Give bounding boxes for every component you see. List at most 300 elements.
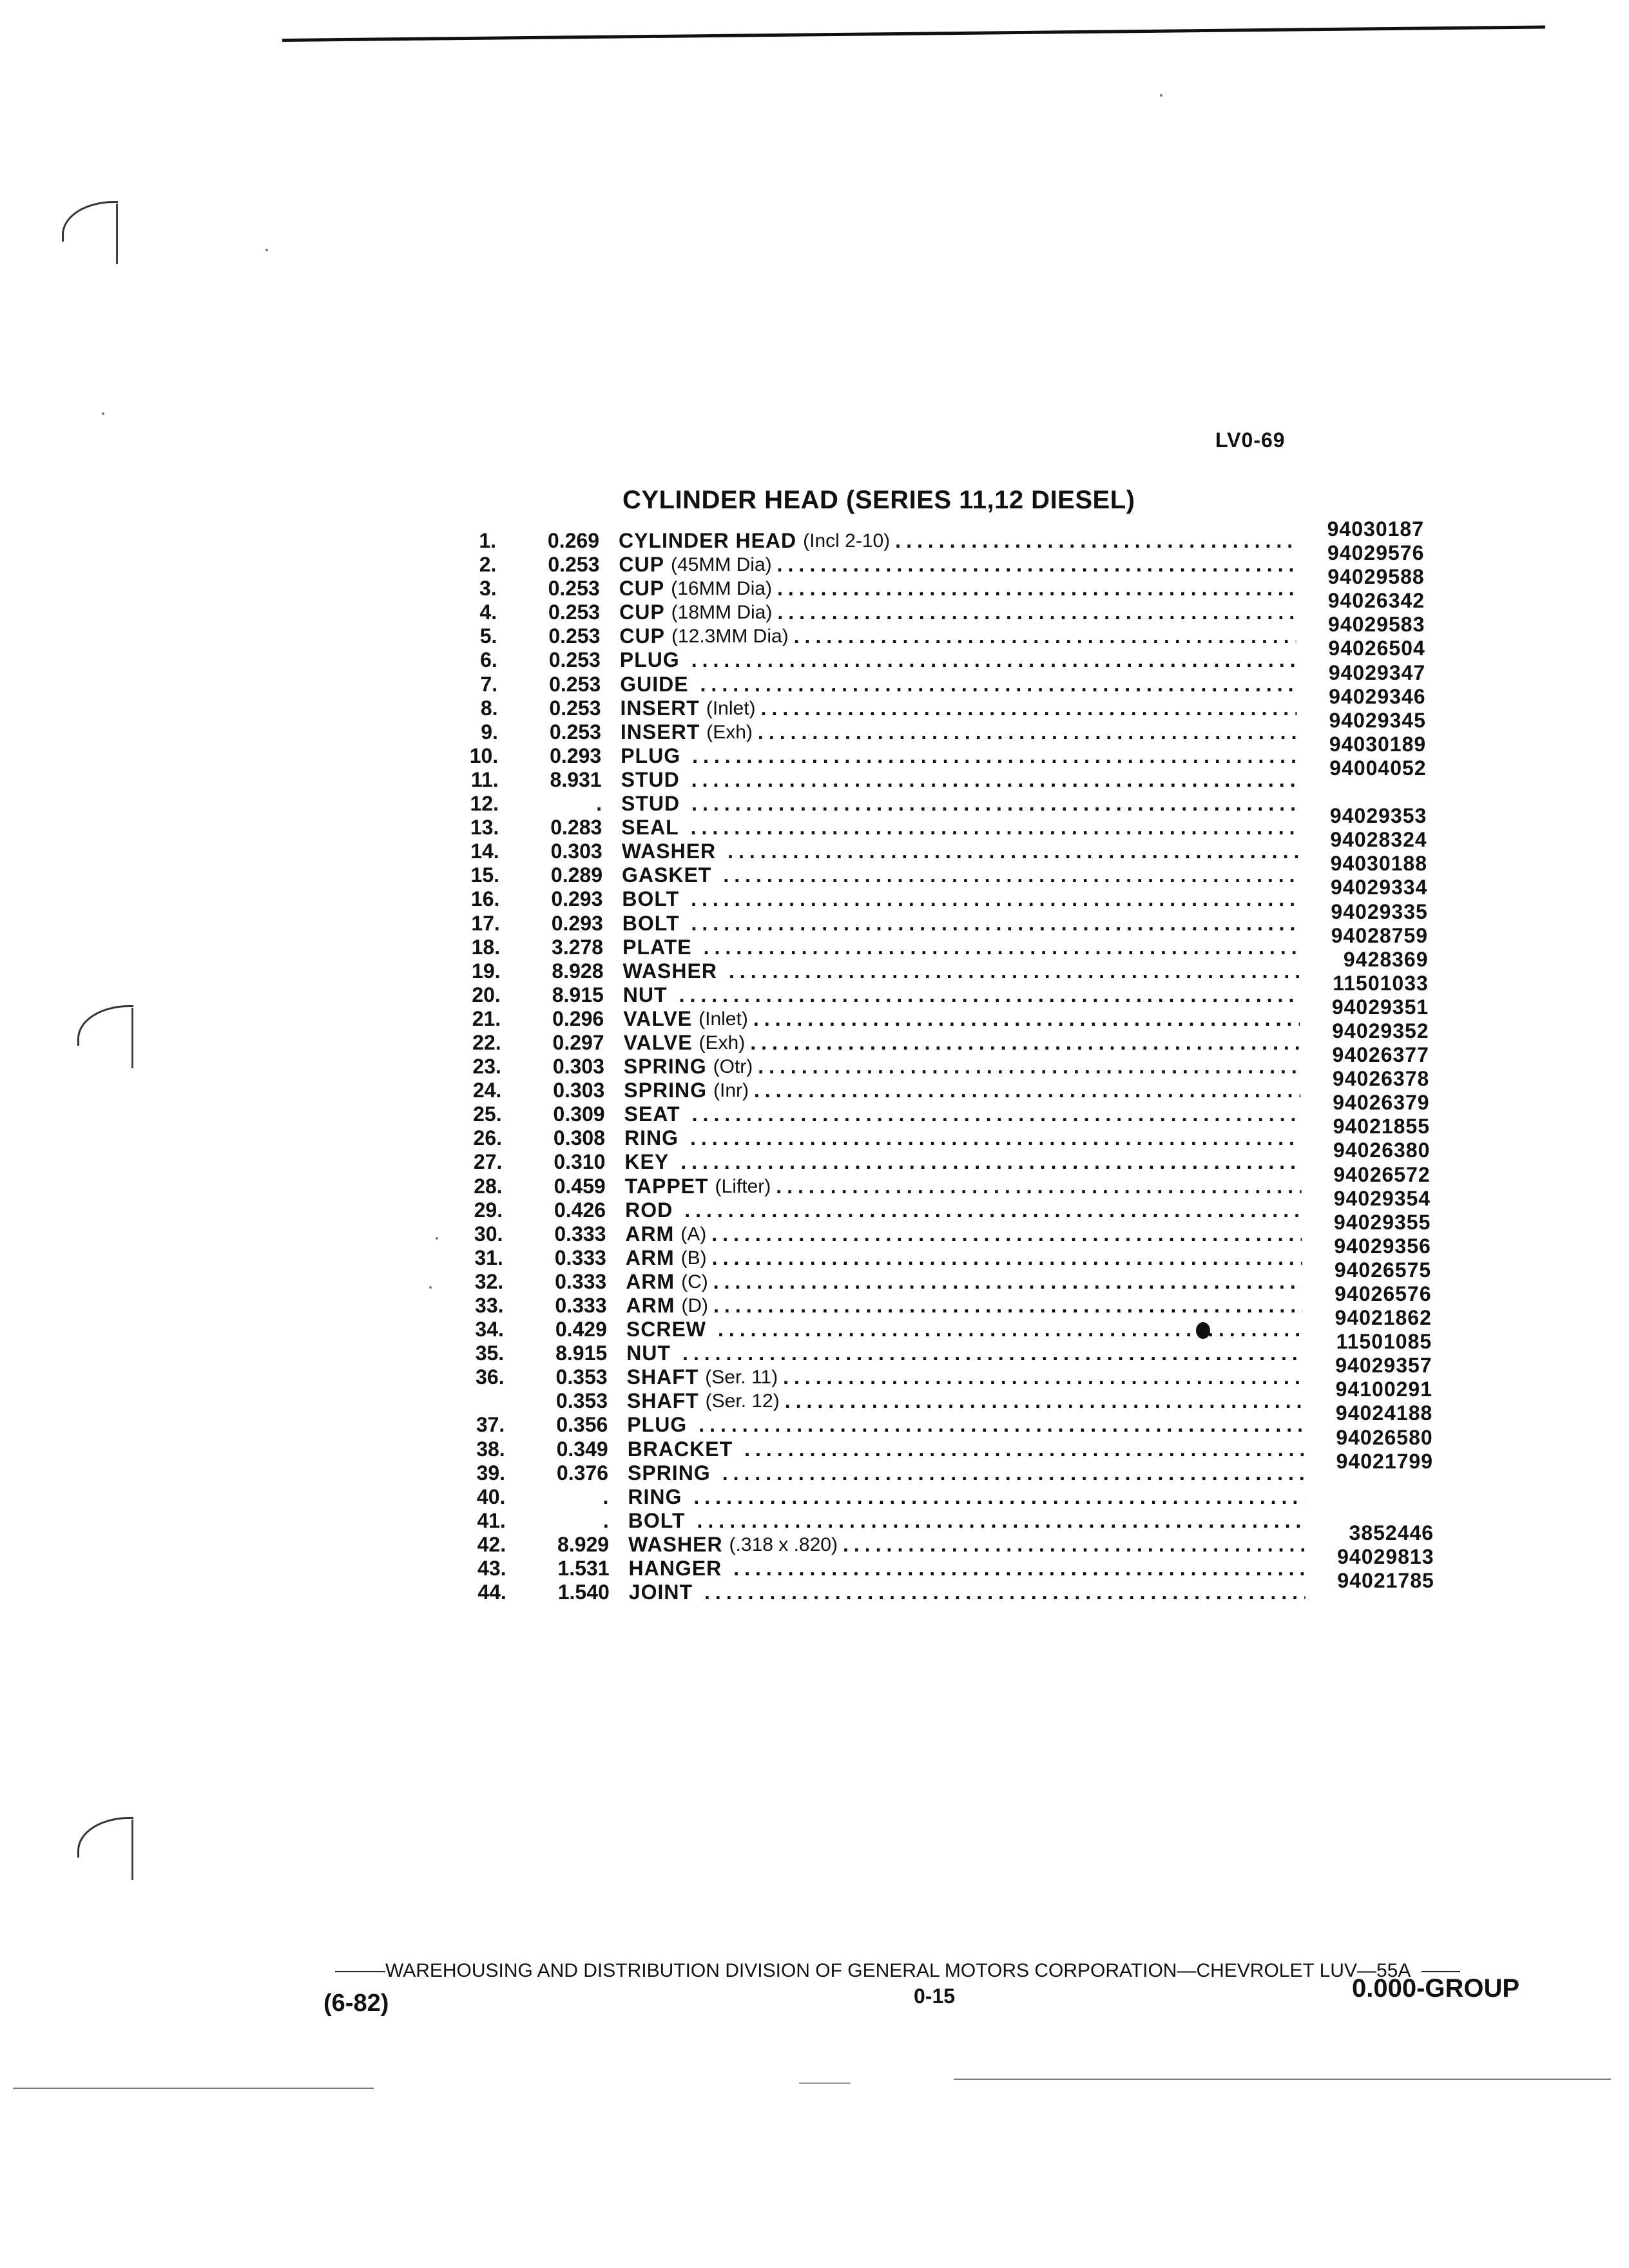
part-description — [623, 959, 1300, 983]
part-number: 94029576 — [1327, 541, 1425, 565]
speck — [429, 1286, 432, 1289]
part-row — [453, 1354, 1432, 1389]
item-number: 18. — [471, 935, 501, 959]
part-description — [626, 1294, 1303, 1318]
leader-dots — [895, 529, 1295, 553]
part-name: CYLINDER HEAD — [619, 529, 797, 552]
leader-dots — [704, 1581, 1306, 1604]
leader-dots — [843, 1533, 1305, 1557]
part-number: 94029583 — [1328, 613, 1425, 637]
page-reference: 0.253 — [548, 648, 601, 672]
part-qualifier: (.318 x .820) — [729, 1533, 838, 1555]
part-row — [452, 1282, 1432, 1318]
item-number: 32. — [474, 1269, 504, 1293]
part-number: 94029345 — [1329, 708, 1426, 732]
part-name: CUP — [619, 601, 665, 624]
part-number: 94029588 — [1327, 565, 1425, 589]
part-description — [629, 1581, 1306, 1604]
leader-dots — [794, 624, 1296, 648]
part-number: 94028759 — [1331, 923, 1429, 947]
part-name: TAPPET — [624, 1174, 709, 1198]
part-number: 94024188 — [1335, 1401, 1433, 1425]
item-number: 28. — [474, 1174, 503, 1198]
part-name: ROD — [625, 1198, 673, 1222]
part-number: 94030189 — [1329, 732, 1427, 756]
part-description — [622, 863, 1298, 887]
part-description — [621, 697, 1297, 720]
part-name: CUP — [619, 553, 664, 577]
item-number: 13. — [470, 816, 499, 840]
part-name: PLUG — [619, 648, 680, 672]
page-reference: . — [596, 792, 602, 816]
leader-dots — [711, 1222, 1302, 1246]
part-name: INSERT — [620, 720, 700, 744]
part-description — [625, 1222, 1302, 1246]
part-name: PLUG — [627, 1413, 688, 1437]
page-reference: 0.308 — [553, 1126, 605, 1150]
item-number: 2. — [479, 553, 497, 577]
part-number: 94029353 — [1329, 804, 1427, 828]
item-number: 33. — [475, 1294, 504, 1317]
part-number: 94029356 — [1334, 1234, 1431, 1258]
part-row — [452, 1330, 1432, 1365]
leader-dots — [691, 912, 1299, 936]
part-description — [622, 912, 1299, 936]
part-name: SCREW — [626, 1318, 707, 1341]
footer-division-line — [335, 1960, 1460, 1982]
part-row — [452, 1234, 1431, 1270]
part-name: STUD — [621, 767, 680, 791]
part-qualifier: (16MM Dia) — [671, 578, 772, 600]
page-reference: 8.915 — [555, 1341, 608, 1365]
bottom-rule-left — [13, 2088, 374, 2089]
part-number: 94029334 — [1331, 876, 1428, 899]
part-description — [628, 1485, 1304, 1509]
part-row — [452, 1258, 1432, 1294]
leader-dots — [712, 1246, 1302, 1270]
part-description — [626, 1270, 1302, 1294]
leader-dots — [761, 697, 1297, 720]
part-number: 94029351 — [1331, 995, 1429, 1019]
part-number: 94030188 — [1330, 852, 1427, 876]
page-reference: 0.356 — [556, 1413, 608, 1437]
leader-dots — [691, 816, 1298, 840]
part-number: 94029355 — [1334, 1210, 1431, 1234]
part-description — [621, 768, 1298, 792]
part-qualifier: (12.3MM Dia) — [671, 626, 789, 648]
page-reference: 0.333 — [555, 1294, 607, 1317]
item-number: 31. — [474, 1245, 503, 1269]
item-number: 8. — [480, 696, 498, 720]
part-qualifier: (Otr) — [713, 1056, 753, 1078]
page-reference: . — [602, 1508, 609, 1532]
part-qualifier: (Inlet) — [699, 1008, 748, 1030]
part-number: 94030187 — [1327, 517, 1424, 541]
part-description — [627, 1413, 1304, 1437]
leader-dots — [777, 601, 1296, 624]
page-reference: 0.283 — [550, 816, 602, 840]
part-name: INSERT — [620, 696, 700, 720]
part-name: SPRING — [624, 1079, 707, 1102]
item-number: 35. — [475, 1341, 505, 1365]
item-number: 11. — [470, 767, 499, 791]
leader-dots — [744, 1437, 1304, 1461]
item-number: 34. — [475, 1318, 504, 1341]
part-description — [622, 840, 1298, 863]
top-rule — [282, 25, 1545, 42]
item-number: 30. — [474, 1222, 503, 1245]
leader-dots — [777, 553, 1296, 577]
part-description — [625, 1175, 1302, 1198]
item-number: 14. — [470, 840, 499, 863]
page-reference: 0.333 — [554, 1222, 606, 1245]
part-row — [454, 1521, 1434, 1557]
part-number: 94026575 — [1334, 1258, 1432, 1282]
page-reference: . — [602, 1485, 609, 1508]
leader-dots — [758, 720, 1297, 744]
leader-dots — [680, 1150, 1301, 1174]
part-name: SEAL — [621, 816, 679, 840]
speck — [265, 249, 268, 251]
part-description — [624, 1126, 1301, 1150]
item-number: 40. — [476, 1485, 506, 1508]
part-name: VALVE — [623, 1030, 693, 1054]
part-qualifier: (Incl 2-10) — [803, 530, 891, 552]
part-description — [619, 601, 1296, 624]
leader-dots — [723, 863, 1298, 887]
page-reference: 0.333 — [554, 1245, 606, 1269]
item-number: 36. — [476, 1365, 505, 1389]
part-description — [624, 1031, 1300, 1055]
part-number: 94021855 — [1333, 1115, 1430, 1139]
page-reference: 0.349 — [556, 1437, 608, 1461]
page-reference: 0.426 — [554, 1198, 606, 1222]
part-description — [622, 887, 1298, 911]
part-description — [628, 1437, 1304, 1461]
document-code: LV0-69 — [1215, 428, 1286, 452]
part-name: BOLT — [622, 887, 680, 911]
item-number: 15. — [470, 863, 499, 887]
part-number: 9428369 — [1343, 947, 1429, 971]
leader-dots — [713, 1294, 1302, 1318]
page-reference: 1.531 — [557, 1557, 610, 1581]
item-number: 24. — [472, 1079, 502, 1102]
part-name: GASKET — [622, 863, 712, 887]
part-name: VALVE — [623, 1006, 693, 1030]
item-number: 39. — [476, 1461, 505, 1485]
leader-dots — [692, 1102, 1301, 1126]
part-number: 11501033 — [1333, 971, 1429, 995]
part-qualifier: (Exh) — [706, 721, 753, 743]
part-qualifier: (Lifter) — [715, 1175, 771, 1197]
page-reference: 0.303 — [550, 840, 602, 863]
part-qualifier: (Ser. 11) — [705, 1367, 778, 1389]
part-qualifier: (A) — [680, 1223, 707, 1245]
part-name: WASHER — [628, 1532, 723, 1556]
bottom-rule-right — [954, 2079, 1611, 2080]
leader-dots — [729, 959, 1300, 983]
part-name: NUT — [622, 983, 668, 1006]
page-reference: 0.253 — [548, 601, 601, 624]
part-description — [619, 529, 1295, 553]
item-number: 37. — [476, 1413, 505, 1437]
item-number: 7. — [480, 672, 498, 696]
part-description — [628, 1461, 1304, 1485]
part-number: 94021862 — [1335, 1306, 1432, 1330]
part-description — [629, 1557, 1306, 1581]
leader-dots — [682, 1341, 1303, 1365]
item-number: 22. — [472, 1030, 501, 1054]
part-description — [624, 1150, 1301, 1174]
part-name: ARM — [625, 1222, 675, 1245]
part-description — [624, 1079, 1300, 1102]
part-number: 94029357 — [1335, 1354, 1432, 1378]
part-number: 94029352 — [1332, 1019, 1429, 1043]
part-description — [621, 744, 1297, 768]
page-reference: 0.293 — [551, 887, 603, 911]
item-number: 21. — [472, 1006, 501, 1030]
part-number: 94004052 — [1329, 756, 1427, 780]
footer-dash-right — [1422, 1971, 1460, 1972]
part-number: 94029813 — [1337, 1545, 1434, 1569]
page-reference: 0.459 — [554, 1174, 606, 1198]
part-row — [454, 1485, 1433, 1509]
page-reference: 0.303 — [553, 1079, 605, 1102]
part-description — [623, 1007, 1300, 1031]
page-title: CYLINDER HEAD (SERIES 11,12 DIESEL) — [622, 486, 1135, 514]
part-name: SPRING — [623, 1055, 707, 1079]
part-row — [454, 1509, 1434, 1533]
leader-dots — [776, 1175, 1301, 1198]
item-number: 16. — [470, 887, 500, 911]
part-description — [622, 936, 1299, 959]
part-qualifier: (D) — [681, 1295, 709, 1316]
part-number: 94026377 — [1332, 1043, 1429, 1067]
part-name: BOLT — [622, 911, 680, 935]
part-name: BOLT — [628, 1508, 686, 1532]
leader-dots — [700, 673, 1297, 697]
leader-dots — [699, 1413, 1304, 1437]
item-number: 42. — [477, 1532, 506, 1556]
part-number: 94029335 — [1331, 899, 1428, 923]
part-name: SPRING — [628, 1461, 711, 1485]
part-description — [623, 983, 1300, 1007]
part-name: ARM — [626, 1269, 675, 1293]
part-description — [621, 720, 1297, 744]
item-number: 20. — [472, 983, 501, 1006]
item-number: 3. — [479, 577, 497, 601]
leader-dots — [733, 1557, 1305, 1581]
item-number: 9. — [481, 720, 498, 744]
part-description — [627, 1365, 1304, 1389]
part-description — [624, 1102, 1301, 1126]
leader-dots — [697, 1509, 1305, 1533]
footer-date-code: (6-82) — [323, 1990, 389, 2017]
part-name: JOINT — [628, 1581, 693, 1604]
page-reference: 8.928 — [552, 959, 604, 983]
part-name: RING — [628, 1485, 682, 1508]
part-number: 94026576 — [1335, 1282, 1432, 1305]
part-name: ARM — [626, 1294, 675, 1317]
item-number: 27. — [473, 1150, 503, 1174]
page-reference: 8.915 — [552, 983, 604, 1006]
part-description — [627, 1389, 1304, 1413]
part-row — [447, 792, 1427, 816]
leader-dots — [785, 1389, 1304, 1413]
speck — [436, 1237, 438, 1240]
part-qualifier: (18MM Dia) — [671, 602, 773, 624]
speck — [102, 412, 104, 415]
page-reference: 0.253 — [549, 672, 601, 696]
page-reference: 1.540 — [557, 1581, 610, 1604]
item-number: 41. — [477, 1508, 506, 1532]
part-number: 94026378 — [1332, 1067, 1430, 1091]
page-reference: 0.310 — [554, 1150, 606, 1174]
page-reference: 8.931 — [550, 767, 602, 791]
part-number: 11501085 — [1336, 1330, 1432, 1354]
page-reference: 0.253 — [548, 577, 600, 601]
leader-dots — [777, 577, 1296, 601]
footer-division-text: WAREHOUSING AND DISTRIBUTION DIVISION OF GENERAL MOTORS CORPORATION—CHEVROLET LUV—55A — [385, 1960, 1411, 1981]
part-description — [621, 792, 1298, 816]
item-number: 5. — [479, 624, 497, 648]
part-name: HANGER — [628, 1557, 722, 1581]
part-row — [455, 1545, 1434, 1581]
leader-dots — [754, 1079, 1300, 1102]
part-number: 94029347 — [1328, 660, 1426, 684]
part-name: STUD — [621, 792, 680, 816]
part-number: 94029354 — [1333, 1186, 1431, 1210]
item-number: 12. — [470, 792, 499, 816]
part-name: PLATE — [622, 935, 692, 959]
leader-dots — [750, 1031, 1300, 1055]
page-reference: 0.289 — [550, 863, 602, 887]
page-reference: 0.333 — [555, 1269, 607, 1293]
part-name: BRACKET — [627, 1437, 733, 1461]
part-description — [619, 624, 1296, 648]
page-reference: 0.253 — [548, 553, 600, 577]
part-description — [626, 1246, 1302, 1270]
item-number: 43. — [477, 1557, 506, 1581]
part-number: 94028324 — [1330, 828, 1427, 852]
part-number: 94026572 — [1333, 1162, 1431, 1186]
part-number: 94021785 — [1337, 1569, 1434, 1593]
item-number: 4. — [479, 601, 497, 624]
footer-page-number: 0-15 — [914, 1984, 956, 2008]
part-description — [620, 673, 1296, 697]
leader-dots — [693, 1485, 1304, 1509]
page-reference: 0.269 — [547, 529, 599, 552]
leader-dots — [713, 1270, 1302, 1294]
part-name: GUIDE — [620, 672, 689, 696]
part-description — [628, 1533, 1305, 1557]
part-number: 94021799 — [1336, 1449, 1433, 1473]
leader-dots — [718, 1318, 1303, 1341]
item-number: 10. — [469, 744, 499, 767]
part-qualifier: (Ser. 12) — [705, 1390, 780, 1412]
part-qualifier: (45MM Dia) — [670, 554, 772, 576]
part-number: 94026379 — [1333, 1091, 1430, 1115]
footer-dash-left — [335, 1971, 385, 1972]
part-name: WASHER — [622, 959, 717, 983]
parts-list — [445, 517, 1434, 1604]
part-number: 3852446 — [1349, 1521, 1434, 1544]
page-reference: 0.253 — [549, 720, 601, 744]
part-description — [620, 648, 1296, 672]
leader-dots — [690, 1126, 1301, 1150]
part-name: NUT — [626, 1341, 671, 1365]
page-reference: 0.293 — [551, 911, 603, 935]
leader-dots — [753, 1007, 1300, 1031]
part-name: CUP — [619, 624, 665, 648]
part-row — [447, 756, 1427, 792]
page-reference: 0.253 — [549, 696, 601, 720]
speck — [1160, 94, 1162, 97]
page-reference: 0.429 — [555, 1318, 607, 1341]
leader-dots — [691, 768, 1298, 792]
part-qualifier: (Inr) — [713, 1080, 749, 1102]
part-name: WASHER — [621, 840, 717, 863]
item-number: 25. — [473, 1102, 502, 1126]
part-name: SEAT — [624, 1102, 680, 1126]
leader-dots — [783, 1365, 1304, 1389]
part-qualifier: (Inlet) — [706, 697, 756, 719]
leader-dots — [704, 936, 1299, 959]
item-number: 1. — [479, 529, 496, 552]
bottom-rule-mark — [799, 2082, 851, 2084]
part-name: PLUG — [621, 744, 681, 767]
page-reference: 0.309 — [553, 1102, 605, 1126]
part-description — [628, 1509, 1305, 1533]
page-reference: 0.253 — [548, 624, 601, 648]
part-row — [448, 852, 1427, 887]
leader-dots — [691, 887, 1298, 911]
part-name: KEY — [624, 1150, 670, 1174]
part-name: ARM — [625, 1245, 675, 1269]
leader-dots — [691, 792, 1298, 816]
part-number: 94100291 — [1335, 1378, 1432, 1401]
item-number: 26. — [473, 1126, 502, 1150]
leader-dots — [728, 840, 1298, 863]
item-number: 23. — [472, 1055, 501, 1079]
footer-group: 0.000-GROUP — [1352, 1974, 1520, 2003]
part-number: 94029346 — [1329, 684, 1426, 708]
part-description — [619, 553, 1295, 577]
ink-blot — [1196, 1322, 1210, 1339]
item-number: 38. — [476, 1437, 505, 1461]
part-name: CUP — [619, 577, 665, 601]
part-number: 94026504 — [1328, 637, 1425, 660]
part-qualifier: (C) — [681, 1271, 708, 1293]
part-description — [624, 1055, 1300, 1079]
leader-dots — [758, 1055, 1300, 1079]
page-reference: 0.303 — [552, 1055, 604, 1079]
part-qualifier: (B) — [680, 1247, 707, 1269]
part-name: RING — [624, 1126, 679, 1150]
part-description — [621, 816, 1298, 840]
item-number: 17. — [471, 911, 500, 935]
part-description — [619, 577, 1296, 601]
leader-dots — [684, 1198, 1302, 1222]
item-number: 6. — [480, 648, 497, 672]
leader-dots — [722, 1461, 1304, 1485]
part-name: SHAFT — [626, 1365, 699, 1389]
page-reference: 0.297 — [552, 1030, 604, 1054]
part-row — [445, 517, 1424, 553]
part-description — [626, 1341, 1303, 1365]
part-number: 94026380 — [1333, 1139, 1431, 1162]
part-row — [452, 1306, 1432, 1341]
